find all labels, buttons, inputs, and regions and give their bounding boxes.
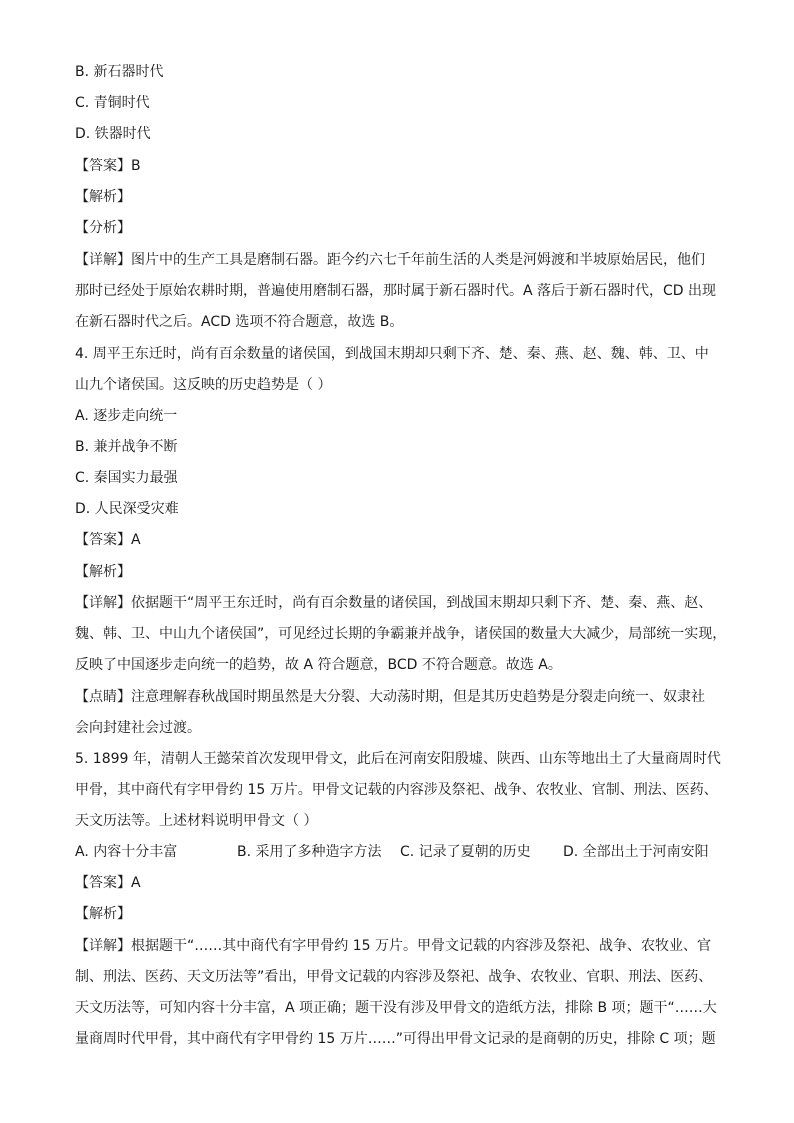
q5-answer: 【答案】A	[75, 875, 141, 891]
q5-options-row	[75, 842, 725, 862]
q3-option-c: C. 青铜时代	[75, 95, 150, 111]
q5-detail-line: 量商周时代甲骨，其中商代有字甲骨约 15 万片……”可得出甲骨文记录的是商朝的历史，排除 C 项；题	[75, 1031, 716, 1047]
q4-analysis-heading: 【解析】	[75, 564, 131, 580]
q4-stem-line: 4. 周平王东迁时，尚有百余数量的诸侯国，到战国末期却只剩下齐、楚、秦、燕、赵、魏、韩、卫、中	[75, 346, 709, 362]
q5-stem-line: 甲骨，其中商代有字甲骨约 15 万片。甲骨文记载的内容涉及祭祀、战争、农牧业、官制、刑法、医药、	[75, 782, 718, 798]
q5-option-d: D. 全部出土于河南安阳	[563, 844, 709, 860]
q4-comment-line: 会向封建社会过渡。	[75, 720, 201, 736]
q5-detail-line: 天文历法等，可知内容十分丰富，A 项正确；题干没有涉及甲骨文的造纸方法，排除 B 项；题干“……大	[75, 1000, 717, 1016]
q5-option-a: A. 内容十分丰富	[75, 844, 178, 860]
q4-option-b: B. 兼并战争不断	[75, 439, 178, 455]
q3-detail-line: 在新石器时代之后。ACD 选项不符合题意，故选 B。	[75, 314, 404, 330]
q3-detail-line: 那时已经处于原始农耕时期，普遍使用磨制石器，那时属于新石器时代。A 落后于新石器时代，CD 出现	[75, 283, 717, 299]
q3-option-d: D. 铁器时代	[75, 126, 151, 142]
q3-option-b: B. 新石器时代	[75, 64, 164, 80]
q4-answer: 【答案】A	[75, 532, 141, 548]
q4-detail-line: 反映了中国逐步走向统一的趋势，故 A 符合题意，BCD 不符合题意。故选 A。	[75, 657, 562, 673]
q3-detail-line: 【详解】图片中的生产工具是磨制石器。距今约六七千年前生活的人类是河姆渡和半坡原始居民，他们	[75, 252, 705, 268]
q3-fenxi-heading: 【分析】	[75, 220, 131, 236]
q4-detail-line: 【详解】依据题干“周平王东迁时，尚有百余数量的诸侯国，到战国末期却只剩下齐、楚、秦、燕、赵、	[75, 595, 713, 611]
q5-detail-line: 制、刑法、医药、天文历法等”看出，甲骨文记载的内容涉及祭祀、战争、农牧业、官职、刑法、医药、	[75, 969, 713, 985]
q4-option-c: C. 秦国实力最强	[75, 470, 178, 486]
q5-stem-line: 天文历法等。上述材料说明甲骨文（ ）	[75, 813, 318, 829]
q4-option-a: A. 逐步走向统一	[75, 408, 178, 424]
q5-option-c: C. 记录了夏朝的历史	[400, 844, 531, 860]
q5-analysis-heading: 【解析】	[75, 906, 131, 922]
q5-stem-line: 5. 1899 年，清朝人王懿荣首次发现甲骨文，此后在河南安阳殷墟、陕西、山东等地出土了大量商周时代	[75, 751, 721, 767]
q4-comment-line: 【点睛】注意理解春秋战国时期虽然是大分裂、大动荡时期，但是其历史趋势是分裂走向统一、奴隶社	[75, 689, 705, 705]
q4-stem-line: 山九个诸侯国。这反映的历史趋势是（ ）	[75, 377, 332, 393]
q4-option-d: D. 人民深受灾难	[75, 501, 179, 517]
q3-answer: 【答案】B	[75, 158, 141, 174]
q3-analysis-heading: 【解析】	[75, 189, 131, 205]
q5-detail-line: 【详解】根据题干“……其中商代有字甲骨约 15 万片。甲骨文记载的内容涉及祭祀、战争、农牧业、官	[75, 938, 711, 954]
q4-detail-line: 魏、韩、卫、中山九个诸侯国”，可见经过长期的争霸兼并战争，诸侯国的数量大大减少，局部统一实现，	[75, 626, 727, 642]
q5-option-b: B. 采用了多种造字方法	[237, 844, 382, 860]
